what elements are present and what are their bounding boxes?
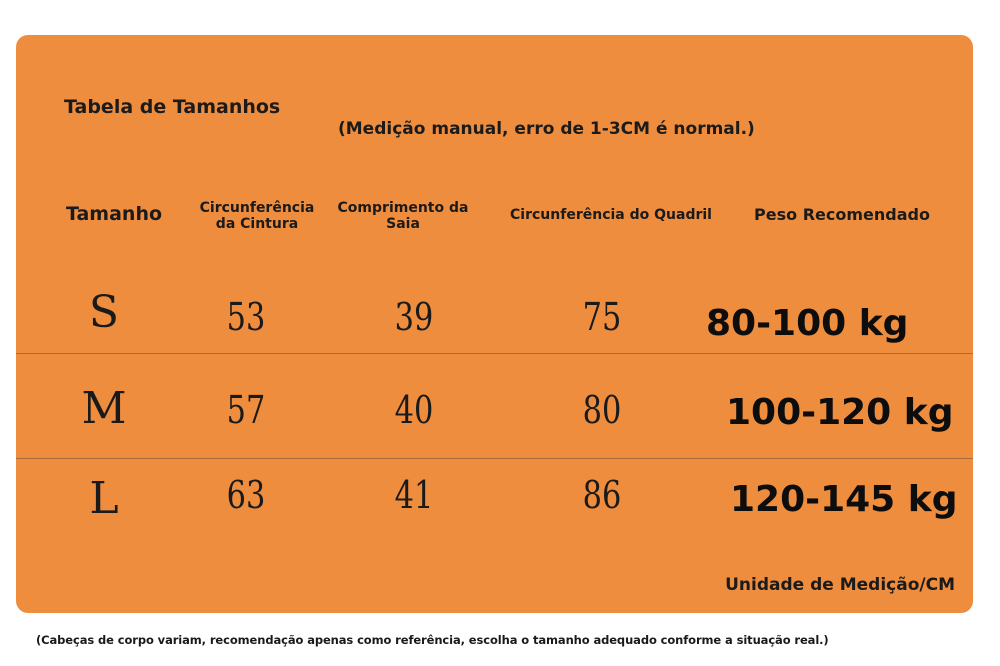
hip-cell: 75 [582, 295, 622, 339]
weight-cell: 100-120 kg [726, 392, 954, 433]
chart-subtitle: (Medição manual, erro de 1-3CM é normal.) [338, 119, 755, 139]
skirt-cell: 41 [394, 473, 434, 517]
waist-cell: 57 [226, 388, 266, 432]
size-cell: L [89, 473, 119, 524]
table-row [16, 465, 973, 565]
header-size: Tamanho [65, 203, 163, 225]
size-cell: S [88, 287, 120, 338]
header-hip: Circunferência do Quadril [510, 207, 712, 223]
header-waist-line1: Circunferência [199, 200, 315, 216]
size-cell: M [81, 383, 127, 434]
weight-cell: 120-145 kg [730, 479, 958, 520]
table-row [16, 275, 973, 375]
table-row [16, 370, 973, 470]
header-skirt-line1: Comprimento da [337, 200, 469, 216]
hip-cell: 86 [582, 473, 622, 517]
size-chart-card [16, 35, 973, 613]
waist-cell: 63 [226, 473, 266, 517]
waist-cell: 53 [226, 295, 266, 339]
skirt-cell: 40 [394, 388, 434, 432]
header-waist-line2: da Cintura [215, 216, 299, 232]
header-weight: Peso Recomendado [754, 205, 930, 224]
header-waist [182, 200, 332, 232]
hip-cell: 80 [582, 388, 622, 432]
footnote: (Cabeças de corpo variam, recomendação apenas como referência, escolha o tamanho adequado conforme a situação real.) [36, 633, 829, 647]
header-skirt [328, 200, 478, 232]
row-divider [16, 458, 973, 459]
row-divider [16, 353, 973, 354]
unit-label: Unidade de Medição/CM [725, 575, 955, 595]
skirt-cell: 39 [394, 295, 434, 339]
header-skirt-line2: Saia [386, 216, 420, 232]
chart-title: Tabela de Tamanhos [64, 96, 281, 118]
weight-cell: 80-100 kg [706, 303, 909, 344]
